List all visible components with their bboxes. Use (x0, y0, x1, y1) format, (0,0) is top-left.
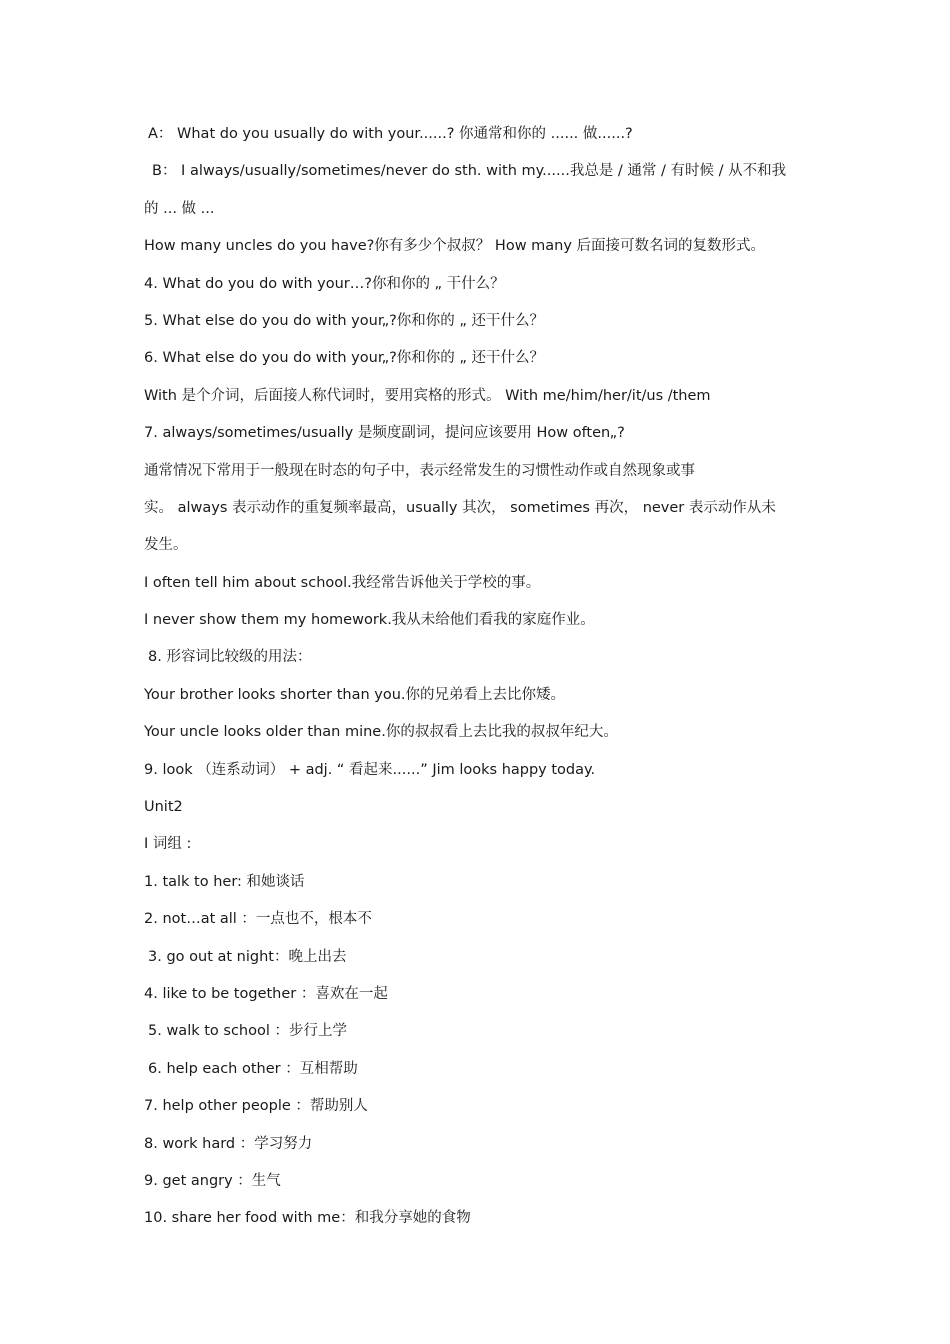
text-line: 7. always/sometimes/usually 是频度副词，提问应该要用 How often„? (144, 425, 625, 442)
document-page (144, 116, 814, 1238)
text-line: 4. like to be together ：喜欢在一起 (144, 985, 388, 1002)
text-line: 实。 always 表示动作的重复频率最高，usually 其次， sometimes 再次， never 表示动作从未 (144, 499, 776, 516)
text-line: 发生。 (144, 537, 188, 554)
text-line: 4. What do you do with your…?你和你的 „ 干什么？ (144, 275, 505, 292)
text-line: Your uncle looks older than mine.你的叔叔看上去比我的叔叔年纪大。 (144, 724, 618, 741)
text-line: 7. help other people ：帮助别人 (144, 1098, 368, 1115)
text-line: 5. walk to school ：步行上学 (148, 1023, 347, 1040)
text-line: I 词组 : (144, 836, 192, 853)
text-line: B： I always/usually/sometimes/never do sth. with my......我总是 / 通常 / 有时候 / 从不和我 (152, 163, 787, 180)
text-line: 9. get angry ：生气 (144, 1172, 281, 1189)
text-line: 8. work hard ：学习努力 (144, 1135, 313, 1152)
text-line: 2. not…at all ：一点也不，根本不 (144, 911, 372, 928)
text-line: 通常情况下常用于一般现在时态的句子中，表示经常发生的习惯性动作或自然现象或事 (144, 462, 695, 479)
text-line: 6. help each other ：互相帮助 (148, 1060, 358, 1077)
text-line: 3. go out at night：晚上出去 (148, 948, 347, 965)
text-line: 1. talk to her: 和她谈话 (144, 873, 305, 890)
text-line: 9. look （连系动词） + adj. “ 看起来......” Jim looks happy today. (144, 761, 596, 778)
text-line: I often tell him about school.我经常告诉他关于学校的事。 (144, 574, 541, 591)
text-line: 8. 形容词比较级的用法： (148, 649, 312, 666)
text-line: 6. What else do you do with your„?你和你的 „ 还干什么？ (144, 350, 545, 367)
text-line: Your brother looks shorter than you.你的兄弟看上去比你矮。 (144, 686, 566, 703)
text-line: 10. share her food with me：和我分享她的食物 (144, 1210, 471, 1227)
text-line: I never show them my homework.我从未给他们看我的家庭作业。 (144, 612, 595, 629)
text-line: How many uncles do you have?你有多少个叔叔？ How many 后面接可数名词的复数形式。 (144, 238, 766, 255)
text-line: A： What do you usually do with your......? 你通常和你的 ...... 做......? (148, 126, 633, 142)
text-line: With 是个介词，后面接人称代词时，要用宾格的形式。 With me/him/her/it/us /them (144, 387, 711, 404)
text-line: 5. What else do you do with your„?你和你的 „ 还干什么？ (144, 312, 545, 329)
text-line: 的 ... 做 ... (144, 200, 215, 217)
text-line: Unit2 (144, 799, 183, 816)
